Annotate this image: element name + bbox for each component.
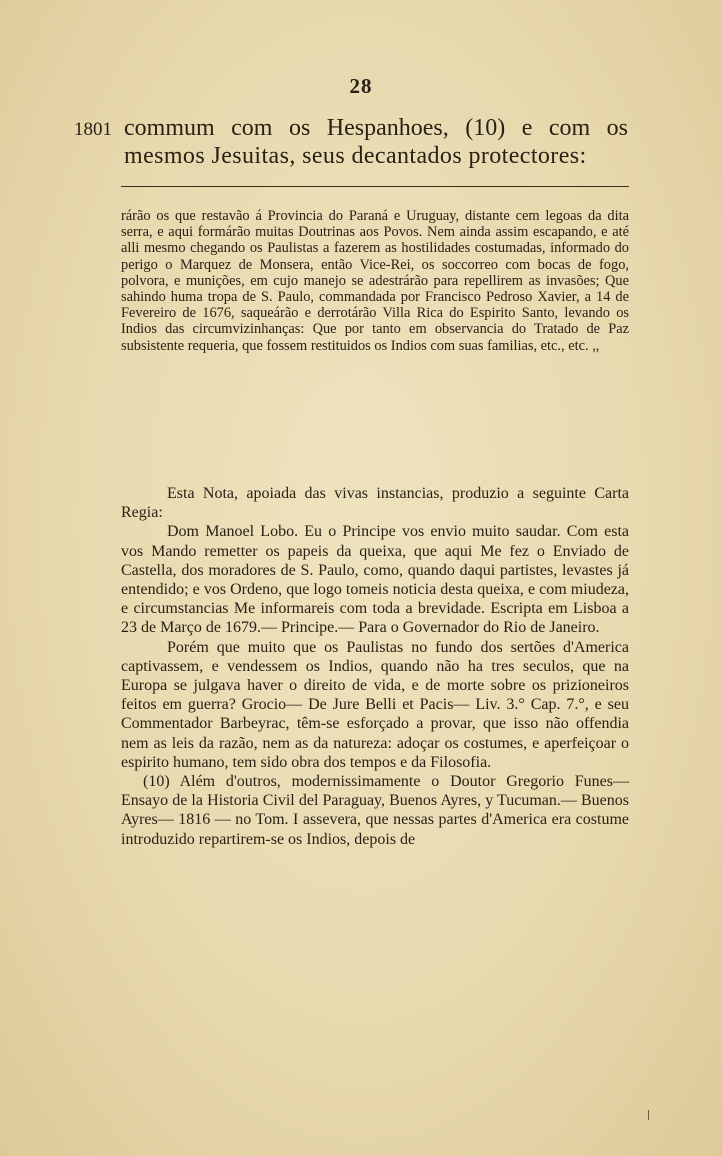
nota-paragraph: rárão os que restavão á Provincia do Paraná e Uruguay, distante cem legoas da dita serra, e aqui formárão muitas Doutrinas aos Povos. Nem ainda assim escapando, e até alli mesmo chegando os Paulistas a fazerem as hostilidades costumadas, informado do perigo o Marquez de Monsera, então Vice-Rei, os soccorreo com bocas de fogo, polvora, e munições, em cujo manejo se adestrárão para repellirem as invasões; Que sahindo huma tropa de S. Paulo, commandada por Francisco Pedroso Xavier, a 14 de Fevereiro de 1676, saqueárão e derrotárão Villa Rica do Espirito Santo, levando os Indios das circumvizinhanças: Que por tanto em observancia do Tratado de Paz subsistente requeria, que fossem restituidos os Indios com suas familias, etc., etc. ,, (121, 208, 629, 354)
nota-text-block (121, 208, 629, 354)
margin-mark (648, 1110, 650, 1120)
heading-line-1: commum com os Hespanhoes, (10) e com os (124, 115, 628, 141)
heading-line-2: mesmos Jesuitas, seus decantados protectores: (124, 143, 587, 169)
paragraph-carta-regia: Dom Manoel Lobo. Eu o Principe vos envio muito saudar. Com esta vos Mando remetter os papeis da queixa, que aqui Me fez o Enviado de Castella, dos moradores de S. Paulo, como, quando daqui partistes, levastes já entendido; e vos Ordeno, que logo tomeis noticia desta queixa, e com miudeza, e circumstancias Me informareis com toda a brevidade. Escripta em Lisboa a 23 de Março de 1679.— Principe.— Para o Governador do Rio de Janeiro. (121, 523, 629, 637)
heading-text (124, 114, 628, 170)
main-text (121, 484, 629, 849)
section-rule (121, 186, 629, 187)
page-number: 28 (349, 74, 373, 98)
paragraph-paulistas: Porém que muito que os Paulistas no fundo dos sertões d'America captivassem, e vendessem os Indios, quando não ha tres seculos, que na Europa se julgava haver o direito de vida, e de morte sobre os prizioneiros feitos em guerra? Grocio— De Jure Belli et Pacis— Liv. 3.° Cap. 7.°, e seu Commentador Barbeyrac, têm-se esforçado a provar, que isso não offendia nem as leis da razão, nem as da natureza: adoçar os costumes, e aperfeiçoar o espirito humano, tem sido obra dos tempos e da Filosofia. (121, 638, 629, 771)
paragraph-nota-intro: Esta Nota, apoiada das vivas instancias, produzio a seguinte Carta Regia: (121, 485, 629, 522)
margin-year: 1801 (74, 119, 112, 140)
footnote-10: (10) Além d'outros, modernissimamente o Doutor Gregorio Funes— Ensayo de la Historia Civil del Paraguay, Buenos Ayres, y Tucuman.— Buenos Ayres— 1816 — no Tom. I assevera, que nessas partes d'America era costume introduzido repartirem-se os Indios, depois de (121, 773, 629, 848)
